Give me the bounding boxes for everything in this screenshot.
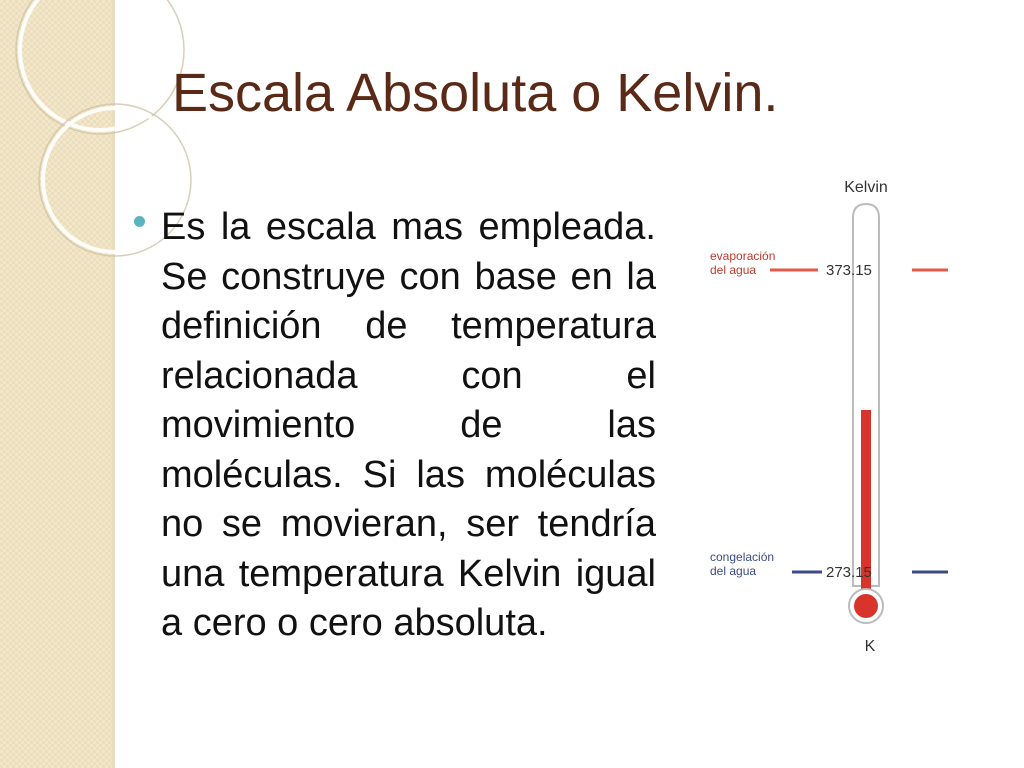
freezing-label-line1: congelación	[710, 550, 775, 564]
thermometer-unit-label: K	[864, 638, 876, 655]
kelvin-thermometer	[690, 168, 960, 658]
slide-title: Escala Absoluta o Kelvin.	[172, 63, 779, 123]
thermometer-scale-label: Kelvin	[844, 179, 888, 196]
bullet-dot	[134, 216, 145, 227]
evaporation-label-line1: evaporación	[710, 249, 776, 263]
slide-body-text: Es la escala mas empleada. Se construye con base en la definición de temperatura relacionada con el movimiento de las moléculas. Si las moléculas no se movieran, ser tendría una temperatura Kelvin igual a cero o cero absoluta.	[161, 206, 656, 644]
ring-large-outline	[16, 0, 184, 134]
evaporation-label-line2: del agua	[710, 263, 757, 277]
freezing-value: 273.15	[826, 564, 872, 581]
freezing-label-line2: del agua	[710, 564, 757, 578]
evaporation-value: 373.15	[826, 262, 872, 279]
mercury-bulb	[854, 594, 878, 618]
